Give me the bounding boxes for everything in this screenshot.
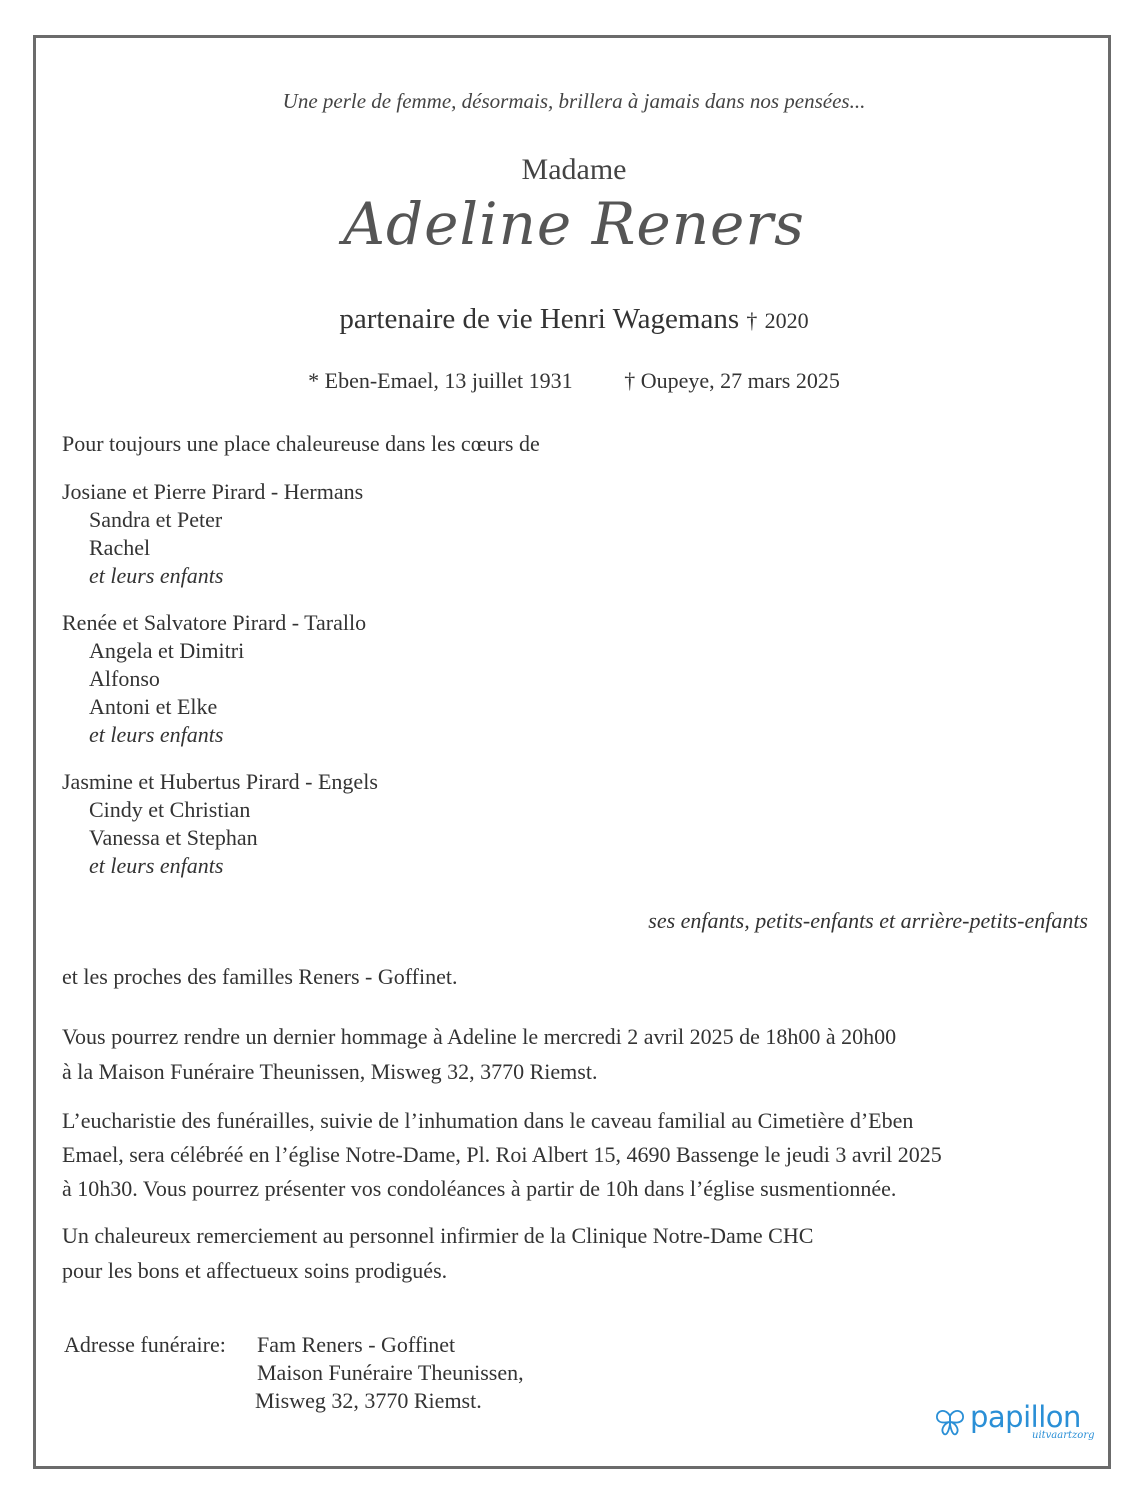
family-member: Rachel — [89, 535, 151, 560]
funeral-line: L’eucharistie des funérailles, suivie de l’inhumation dans le caveau familial au Cimetière d’Eben — [62, 1108, 914, 1133]
homage-line: Vous pourrez rendre un dernier hommage à Adeline le mercredi 2 avril 2025 de 18h00 à 20h00 — [62, 1024, 897, 1049]
address-line: Misweg 32, 3770 Riemst. — [255, 1388, 482, 1413]
partner-line — [0, 303, 1148, 336]
partner-death-year: 2020 — [764, 308, 809, 333]
death-date: † Oupeye, 27 mars 2025 — [624, 368, 840, 393]
family-member: Angela et Dimitri — [89, 638, 245, 663]
address-line: Fam Reners - Goffinet — [257, 1332, 456, 1357]
family-member: Cindy et Christian — [89, 797, 251, 822]
dates-line — [0, 368, 1148, 394]
address-label: Adresse funéraire: — [64, 1332, 226, 1357]
family-head: Renée et Salvatore Pirard - Tarallo — [62, 610, 367, 635]
family-head: Jasmine et Hubertus Pirard - Engels — [62, 769, 378, 794]
family-member: Vanessa et Stephan — [89, 825, 258, 850]
thanks-line: pour les bons et affectueux soins prodigués. — [62, 1258, 448, 1283]
birth-date: * Eben-Emael, 13 juillet 1931 — [308, 368, 573, 393]
funeral-line: Emael, sera célébréé en l’église Notre-Dame, Pl. Roi Albert 15, 4690 Bassenge le jeudi 3 avril 2025 — [62, 1142, 942, 1167]
deceased-name: Adeline Reners — [343, 190, 805, 258]
logo-word: papillon — [970, 1400, 1081, 1434]
thanks-line: Un chaleureux remerciement au personnel infirmier de la Clinique Notre-Dame CHC — [62, 1223, 814, 1248]
partner-text: partenaire de vie Henri Wagemans — [339, 303, 740, 335]
signature-line: ses enfants, petits-enfants et arrière-petits-enfants — [648, 908, 1088, 933]
address-line: Maison Funéraire Theunissen, — [257, 1360, 524, 1385]
honorific: Madame — [521, 153, 627, 186]
papillon-logo — [934, 1400, 1095, 1444]
butterfly-icon — [934, 1408, 966, 1438]
intro-text: Pour toujours une place chaleureuse dans les cœurs de — [62, 431, 540, 456]
logo-subtitle: uitvaartzorg — [1032, 1430, 1095, 1441]
family-children: et leurs enfants — [89, 722, 224, 747]
funeral-line: à 10h30. Vous pourrez présenter vos condoléances à partir de 10h dans l’église susmentionnée. — [62, 1176, 897, 1201]
family-member: Antoni et Elke — [89, 694, 218, 719]
homage-line: à la Maison Funéraire Theunissen, Misweg 32, 3770 Riemst. — [62, 1059, 598, 1084]
family-member: Alfonso — [89, 666, 160, 691]
relatives-text: et les proches des familles Reners - Goffinet. — [62, 964, 458, 989]
family-member: Sandra et Peter — [89, 507, 223, 532]
tagline: Une perle de femme, désormais, brillera à jamais dans nos pensées... — [282, 89, 866, 113]
family-head: Josiane et Pierre Pirard - Hermans — [62, 479, 364, 504]
family-children: et leurs enfants — [89, 853, 224, 878]
family-children: et leurs enfants — [89, 563, 224, 588]
cross-mark: † — [746, 308, 758, 333]
